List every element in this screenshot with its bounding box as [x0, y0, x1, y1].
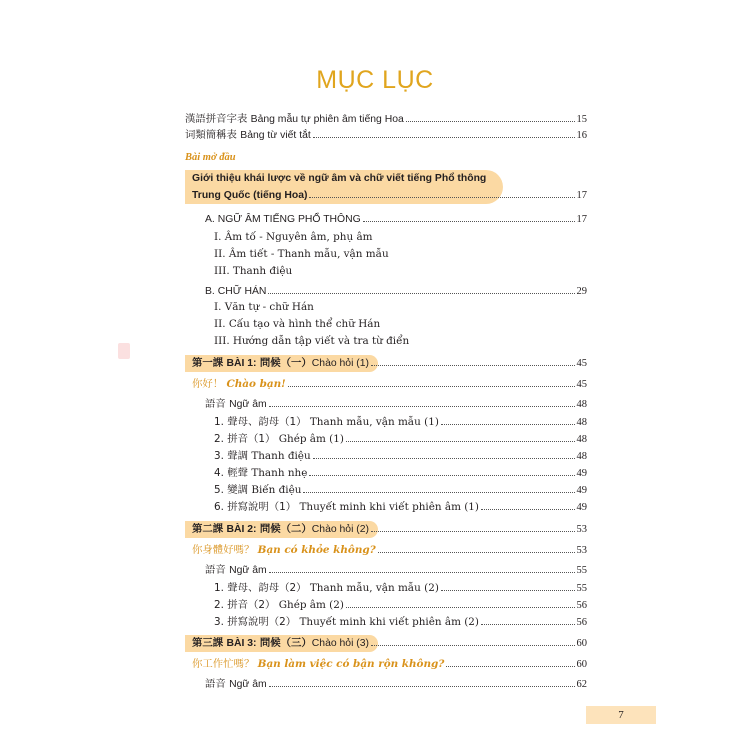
toc-subitem[interactable] — [214, 615, 587, 630]
toc-entry-dialog[interactable] — [192, 377, 587, 392]
toc-subitem[interactable] — [214, 415, 587, 430]
entry-page: 62 — [576, 679, 587, 690]
intro-line-1: Giới thiệu khái lược về ngữ âm và chữ viết tiếng Phổ thông — [192, 173, 487, 184]
toc-entry-front-2[interactable] — [185, 128, 587, 143]
entry-page: 56 — [576, 600, 587, 611]
entry-page: 17 — [576, 214, 587, 225]
page-number: 7 — [618, 709, 624, 721]
toc-entry-lesson-1[interactable] — [192, 356, 587, 371]
dot-leader — [371, 365, 575, 366]
entry-text: Thanh mẫu, vận mẫu (1) — [309, 416, 439, 428]
lesson-cjk-topic: 問候（二） — [259, 523, 312, 535]
lesson-label: BÀI 1: — [226, 358, 257, 369]
entry-page: 45 — [576, 379, 587, 390]
toc-subitem[interactable] — [214, 466, 587, 481]
entry-page: 53 — [576, 545, 587, 556]
toc-subitem[interactable] — [214, 317, 380, 332]
entry-page: 48 — [576, 417, 587, 428]
entry-text: II. Âm tiết - Thanh mẫu, vận mẫu — [214, 248, 389, 260]
toc-entry-phonetics[interactable] — [205, 563, 587, 578]
toc-entry-intro[interactable] — [192, 188, 587, 203]
entry-text: II. Cấu tạo và hình thể chữ Hán — [214, 318, 381, 330]
entry-cjk: 漢語拼音字表 — [185, 113, 248, 125]
entry-page: 17 — [576, 190, 587, 201]
entry-cjk: 1. 聲母、韵母（1） — [214, 416, 307, 428]
toc-subitem[interactable] — [214, 300, 314, 315]
dialog-cjk: 你身體好嗎？ — [192, 544, 255, 556]
toc-subitem[interactable] — [214, 432, 587, 447]
toc-entry-front-1[interactable] — [185, 112, 587, 127]
phon-text: Ngữ âm — [229, 565, 267, 576]
intro-line-2: Trung Quốc (tiếng Hoa) — [192, 190, 308, 201]
entry-page: 55 — [576, 583, 587, 594]
toc-subitem[interactable] — [214, 581, 587, 596]
entry-page: 45 — [576, 358, 587, 369]
toc-subitem[interactable] — [214, 264, 292, 279]
phon-cjk: 語音 — [205, 398, 226, 410]
section-label: Bài mở đầu — [185, 152, 236, 163]
entry-cjk: 5. 變調 — [214, 484, 248, 496]
dot-leader — [363, 221, 575, 222]
dot-leader — [269, 686, 575, 687]
entry-page: 15 — [576, 114, 587, 125]
toc-entry-phonetics[interactable] — [205, 677, 587, 692]
dot-leader — [269, 406, 575, 407]
entry-cjk: 4. 輕聲 — [214, 467, 248, 479]
toc-subitem[interactable] — [214, 500, 587, 515]
lesson-cjk: 第一課 — [192, 357, 224, 369]
toc-subitem[interactable] — [214, 483, 587, 498]
dot-leader — [446, 666, 574, 667]
dot-leader — [441, 424, 575, 425]
entry-cjk: 词類簡稱表 — [185, 129, 237, 141]
lesson-topic: Chào hỏi (1) — [311, 358, 369, 369]
dialog-text: Chào bạn! — [226, 378, 286, 390]
toc-entry-part-a[interactable] — [205, 212, 587, 227]
entry-text: Thuyết minh khi viết phiên âm (1) — [299, 501, 479, 513]
entry-text: Ghép âm (1) — [278, 433, 344, 445]
entry-page: 16 — [576, 130, 587, 141]
dot-leader — [481, 509, 575, 510]
dot-leader — [313, 137, 575, 138]
lesson-label: BÀI 3: — [226, 638, 257, 649]
dot-leader — [346, 607, 575, 608]
entry-text: A. NGỮ ÂM TIẾNG PHỔ THÔNG — [205, 214, 361, 225]
toc-subitem[interactable] — [214, 230, 373, 245]
toc-entry-dialog[interactable] — [192, 543, 587, 558]
entry-page: 49 — [576, 468, 587, 479]
dialog-cjk: 你好！ — [192, 378, 224, 390]
dialog-cjk: 你工作忙嗎？ — [192, 658, 255, 670]
entry-text: III. Thanh điệu — [214, 265, 293, 277]
entry-text: Bảng từ viết tắt — [240, 130, 311, 141]
entry-cjk: 2. 拼音（1） — [214, 433, 276, 445]
entry-page: 48 — [576, 434, 587, 445]
margin-mark — [118, 343, 130, 359]
lesson-topic: Chào hỏi (2) — [311, 524, 369, 535]
entry-text: III. Hướng dẫn tập viết và tra từ điển — [214, 335, 410, 347]
toc-entry-part-b[interactable] — [205, 284, 587, 299]
phon-text: Ngữ âm — [229, 679, 267, 690]
dot-leader — [268, 293, 574, 294]
entry-text: Ghép âm (2) — [278, 599, 344, 611]
lesson-topic: Chào hỏi (3) — [311, 638, 369, 649]
dot-leader — [378, 552, 575, 553]
entry-page: 53 — [576, 524, 587, 535]
dot-leader — [441, 590, 575, 591]
phon-text: Ngữ âm — [229, 399, 267, 410]
lesson-cjk-topic: 問候（一） — [259, 357, 312, 369]
dialog-text: Bạn làm việc có bận rộn không? — [257, 658, 445, 670]
page-title: MỤC LỤC — [316, 66, 434, 94]
entry-text: Thuyết minh khi viết phiên âm (2) — [299, 616, 479, 628]
entry-text: Bảng mẫu tự phiên âm tiếng Hoa — [250, 114, 404, 125]
lesson-cjk-topic: 問候（三） — [259, 637, 312, 649]
dot-leader — [371, 645, 575, 646]
entry-text: B. CHỮ HÁN — [205, 286, 267, 297]
toc-subitem[interactable] — [214, 334, 409, 349]
dot-leader — [346, 441, 575, 442]
entry-page: 49 — [576, 485, 587, 496]
entry-page: 49 — [576, 502, 587, 513]
dot-leader — [309, 197, 574, 198]
dot-leader — [406, 121, 575, 122]
toc-subitem[interactable] — [214, 449, 587, 464]
toc-entry-lesson-2[interactable] — [192, 522, 587, 537]
entry-cjk: 1. 聲母、韵母（2） — [214, 582, 307, 594]
entry-page: 60 — [576, 659, 587, 670]
lesson-label: BÀI 2: — [226, 524, 257, 535]
entry-page: 55 — [576, 565, 587, 576]
lesson-cjk: 第二課 — [192, 523, 224, 535]
lesson-cjk: 第三課 — [192, 637, 224, 649]
entry-text: Biến điệu — [251, 484, 302, 496]
entry-cjk: 6. 拼寫說明（1） — [214, 501, 297, 513]
dialog-text: Bạn có khỏe không? — [257, 544, 376, 556]
entry-text: Thanh điệu — [251, 450, 311, 462]
toc-entry-lesson-3[interactable] — [192, 636, 587, 651]
dot-leader — [481, 624, 575, 625]
entry-page: 29 — [576, 286, 587, 297]
entry-cjk: 3. 聲調 — [214, 450, 248, 462]
dot-leader — [288, 386, 575, 387]
entry-text: Thanh mẫu, vận mẫu (2) — [309, 582, 439, 594]
entry-page: 56 — [576, 617, 587, 628]
toc-entry-dialog[interactable] — [192, 657, 587, 672]
dot-leader — [269, 572, 575, 573]
entry-cjk: 3. 拼寫說明（2） — [214, 616, 297, 628]
entry-text: I. Âm tố - Nguyên âm, phụ âm — [214, 231, 373, 243]
phon-cjk: 語音 — [205, 678, 226, 690]
dot-leader — [371, 531, 575, 532]
toc-subitem[interactable] — [214, 598, 587, 613]
dot-leader — [313, 458, 575, 459]
entry-page: 60 — [576, 638, 587, 649]
dot-leader — [309, 475, 574, 476]
entry-text: Thanh nhẹ — [251, 467, 308, 479]
toc-entry-phonetics[interactable] — [205, 397, 587, 412]
dot-leader — [303, 492, 574, 493]
entry-cjk: 2. 拼音（2） — [214, 599, 276, 611]
entry-page: 48 — [576, 451, 587, 462]
entry-text: I. Văn tự - chữ Hán — [214, 301, 314, 313]
phon-cjk: 語音 — [205, 564, 226, 576]
toc-subitem[interactable] — [214, 247, 389, 262]
entry-page: 48 — [576, 399, 587, 410]
